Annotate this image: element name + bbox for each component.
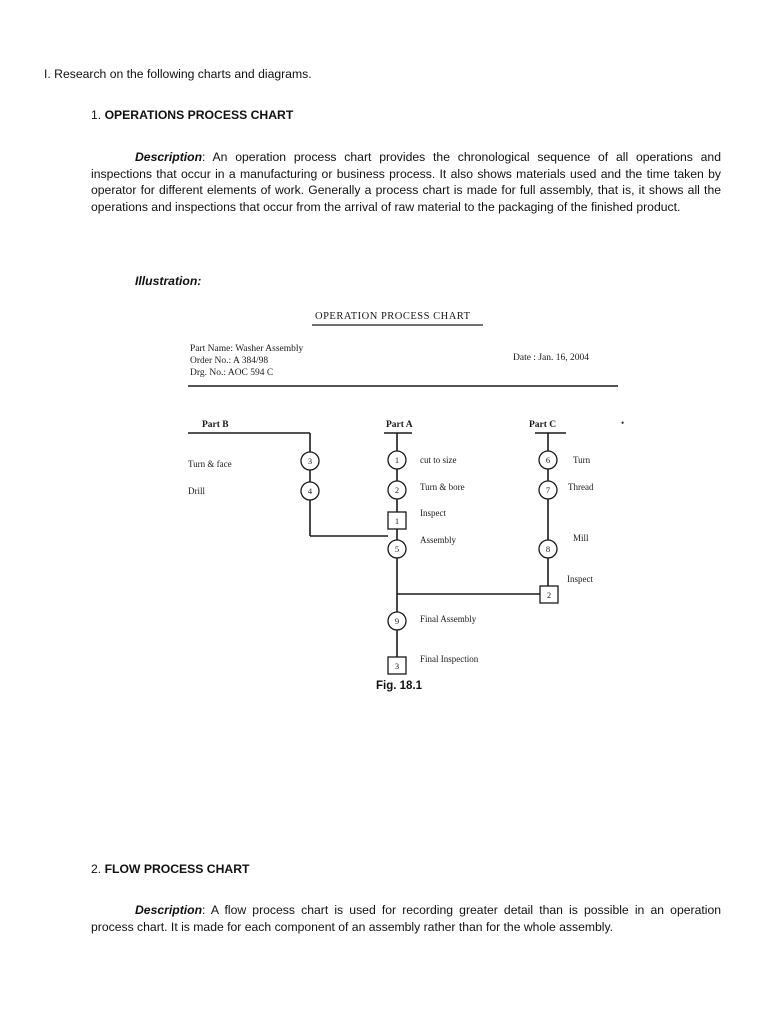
section-2-title: FLOW PROCESS CHART — [104, 862, 250, 876]
description-label: Description — [135, 150, 203, 164]
illustration-label: Illustration: — [135, 274, 202, 288]
operation-process-chart-figure — [180, 300, 640, 680]
c-op-2-label: Thread — [568, 482, 594, 492]
final-inspection-number: 3 — [394, 661, 400, 671]
section-1-title: OPERATIONS PROCESS CHART — [104, 108, 294, 122]
description-text: : A flow process chart is used for recording greater detail than is possible in an operation process chart. It is made for each component of an assembly rather than for the whole assembly. — [91, 903, 721, 934]
c-op-1-label: Turn — [573, 455, 591, 465]
b-op-1-number: 3 — [307, 456, 313, 466]
figure-title: OPERATION PROCESS CHART — [315, 311, 471, 322]
a-op-1-label: cut to size — [420, 455, 457, 465]
a-inspect-number: 1 — [394, 516, 400, 526]
section-1-description — [91, 149, 721, 215]
section-2-description — [91, 902, 721, 935]
final-assembly-label: Final Assembly — [420, 614, 477, 624]
c-op-3-number: 8 — [545, 544, 551, 554]
final-inspection-label: Final Inspection — [420, 654, 479, 664]
date-text: Date : Jan. 16, 2004 — [513, 353, 589, 363]
description-label: Description — [135, 903, 203, 917]
drg-no-text: Drg. No.: AOC 594 C — [190, 368, 274, 378]
a-op-2-label: Turn & bore — [420, 482, 465, 492]
a-inspect-label: Inspect — [420, 508, 446, 518]
part-c-label: Part C — [529, 420, 557, 430]
description-text: : An operation process chart provides the chronological sequence of all operations and inspections that occur in a manufacturing or business process. It also shows materials used and the time taken by operator for different elements of work. Generally a process chart is made for full assembly, that is, it shows all the operations and inspections that occur from the arrival of raw material to the packaging of the finished product. — [91, 150, 721, 214]
section-2-number: 2. — [91, 862, 102, 876]
c-op-3-label: Mill — [573, 533, 589, 543]
intro-line: I. Research on the following charts and diagrams. — [44, 67, 312, 81]
order-no-text: Order No.: A 384/98 — [190, 356, 269, 366]
figure-caption: Fig. 18.1 — [376, 680, 423, 692]
part-a-label: Part A — [386, 420, 413, 430]
b-op-2-label: Drill — [188, 486, 205, 496]
c-op-2-number: 7 — [545, 485, 551, 495]
b-op-1-label: Turn & face — [188, 459, 232, 469]
part-b-label: Part B — [202, 420, 229, 430]
c-inspect-label: Inspect — [567, 574, 593, 584]
section-1-heading — [91, 107, 293, 124]
assembly-number: 5 — [394, 544, 400, 554]
svg-text:•: • — [621, 418, 625, 428]
final-assembly-number: 9 — [394, 616, 400, 626]
part-name-text: Part Name: Washer Assembly — [190, 344, 304, 354]
c-inspect-number: 2 — [546, 590, 552, 600]
b-op-2-number: 4 — [307, 486, 313, 496]
c-op-1-number: 6 — [545, 455, 551, 465]
assembly-label: Assembly — [420, 535, 456, 545]
a-op-2-number: 2 — [394, 485, 400, 495]
section-2-heading — [91, 861, 249, 878]
a-op-1-number: 1 — [394, 455, 400, 465]
section-1-number: 1. — [91, 108, 102, 122]
